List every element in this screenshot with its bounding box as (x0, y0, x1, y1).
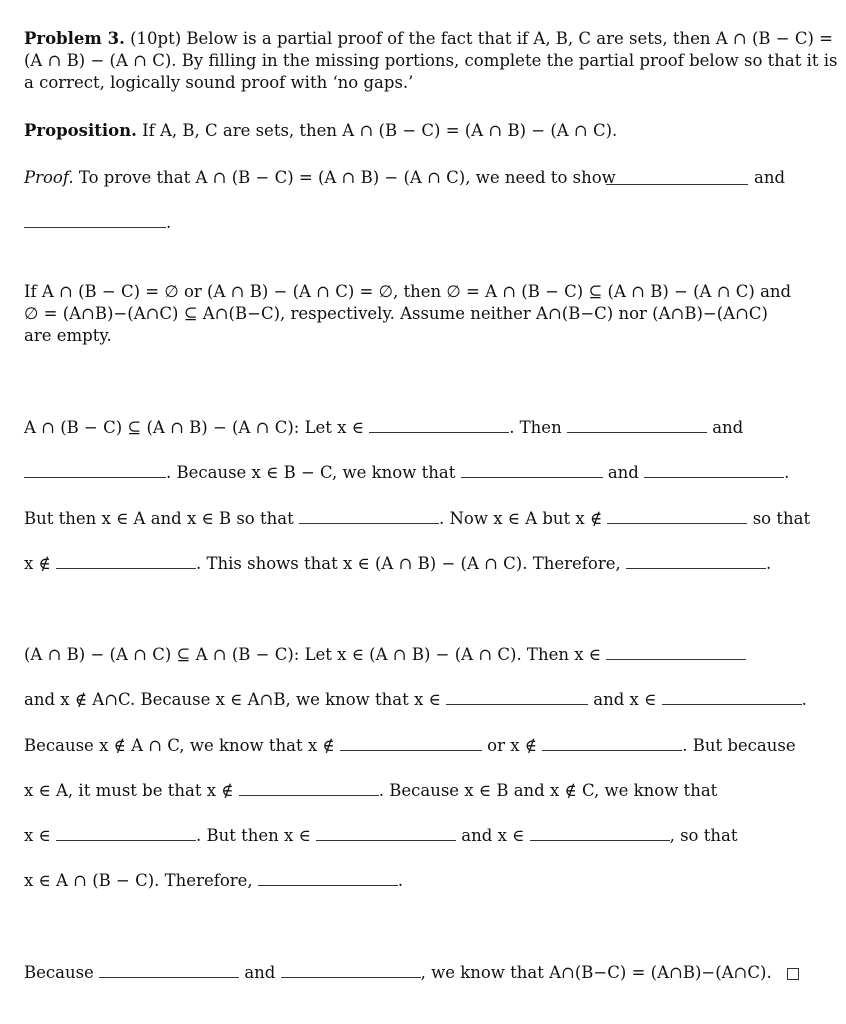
part2-text: . Because x ∈ B and x ∉ C, we know that (378, 781, 718, 800)
blank-input[interactable] (567, 418, 707, 433)
conclusion-text: Because (24, 963, 94, 982)
problem-statement (24, 28, 838, 94)
part2-row-6 (24, 870, 403, 892)
part2-text: Because x ∉ A ∩ C, we know that x ∉ (24, 736, 335, 755)
proof-intro-line-2 (24, 212, 171, 234)
part2-text: (A ∩ B) − (A ∩ C) ⊆ A ∩ (B − C): Let x ∈ (A ∩ B) − (A ∩ C). Then x ∈ (24, 645, 601, 664)
part1-row-1 (24, 417, 743, 439)
part2-row-3 (24, 735, 796, 757)
part2-text: . (801, 690, 807, 709)
part2-text: . But then x ∈ (196, 826, 311, 845)
blank-input[interactable] (530, 826, 670, 841)
part1-text: x ∉ (24, 554, 51, 573)
empty-case-line-3: are empty. (24, 326, 112, 345)
qed-square-icon (787, 968, 799, 980)
part2-text: x ∈ A ∩ (B − C). Therefore, (24, 871, 253, 890)
part1-text: . Because x ∈ B − C, we know that (166, 463, 456, 482)
part1-row-2 (24, 462, 789, 484)
proof-intro (24, 167, 616, 189)
part2-text: and x ∈ (461, 826, 525, 845)
blank-input[interactable] (606, 645, 746, 660)
blank-input[interactable] (662, 690, 802, 705)
part2-text: or x ∉ (487, 736, 537, 755)
blank-input[interactable] (24, 463, 166, 478)
proof-intro-text: To prove that A ∩ (B − C) = (A ∩ B) − (A ∩ C), we need to show (78, 168, 616, 187)
blank-input[interactable] (239, 781, 379, 796)
blank-input[interactable] (258, 871, 398, 886)
part1-text: . (784, 463, 790, 482)
conclusion (24, 962, 799, 984)
blank-input[interactable] (299, 509, 439, 524)
proposition-label: Proposition. (24, 121, 137, 140)
part1-text: A ∩ (B − C) ⊆ (A ∩ B) − (A ∩ C): Let x ∈ (24, 418, 364, 437)
problem-heading: Problem 3. (24, 29, 125, 48)
part2-text: , so that (669, 826, 738, 845)
blank-input[interactable] (56, 554, 196, 569)
problem-text-2: (A ∩ B) − (A ∩ C). By filling in the missing portions, complete the partial proof below so that it is (24, 51, 838, 70)
part2-text: x ∈ (24, 826, 51, 845)
part1-text: . This shows that x ∈ (A ∩ B) − (A ∩ C). Therefore, (196, 554, 621, 573)
blank-input[interactable] (542, 736, 682, 751)
part2-text: and x ∈ (593, 690, 657, 709)
part2-text: . But because (682, 736, 796, 755)
part1-row-4 (24, 553, 771, 575)
blank-input[interactable] (626, 554, 766, 569)
proof-and: and (754, 168, 786, 187)
blank-input[interactable] (461, 463, 603, 478)
part2-row-2 (24, 689, 807, 711)
proof-label: Proof. (24, 168, 74, 187)
proposition-text: If A, B, C are sets, then A ∩ (B − C) = (A ∩ B) − (A ∩ C). (142, 121, 618, 140)
blank-input[interactable] (340, 736, 482, 751)
empty-case-line-1: If A ∩ (B − C) = ∅ or (A ∩ B) − (A ∩ C) = ∅, then ∅ = A ∩ (B − C) ⊆ (A ∩ B) − (A ∩ C) and (24, 282, 792, 301)
blank-input[interactable] (446, 690, 588, 705)
part2-row-4 (24, 780, 717, 802)
part1-text: . (765, 554, 772, 573)
part1-text: and (607, 463, 639, 482)
proposition (24, 120, 617, 142)
empty-case-line-2: ∅ = (A∩B)−(A∩C) ⊆ A∩(B−C), respectively. Assume neither A∩(B−C) nor (A∩B)−(A∩C) (24, 304, 768, 323)
blank-input[interactable] (369, 418, 509, 433)
part2-text: and x ∉ A∩C. Because x ∈ A∩B, we know that x ∈ (24, 690, 441, 709)
part2-row-1 (24, 644, 746, 666)
conclusion-text: , we know that A∩(B−C) = (A∩B)−(A∩C). (420, 963, 772, 982)
part1-row-3 (24, 508, 810, 530)
blank-input[interactable] (606, 170, 748, 185)
part1-text: . Now x ∈ A but x ∉ (438, 509, 603, 528)
problem-text-3: a correct, logically sound proof with ‘no gaps.’ (24, 73, 414, 92)
blank-input[interactable] (281, 963, 421, 978)
part1-text: so that (752, 509, 811, 528)
blank-input[interactable] (316, 826, 456, 841)
part1-text: But then x ∈ A and x ∈ B so that (24, 509, 294, 528)
problem-line-1 (24, 28, 833, 50)
part2-row-5 (24, 825, 737, 847)
part1-text: and (712, 418, 744, 437)
problem-text-1: Below is a partial proof of the fact that if A, B, C are sets, then A ∩ (B − C) = (186, 29, 833, 48)
blank-input[interactable] (99, 963, 239, 978)
part2-text: x ∈ A, it must be that x ∉ (24, 781, 234, 800)
part1-text: . Then (509, 418, 562, 437)
problem-points: (10pt) (130, 29, 182, 48)
blank-input[interactable] (24, 213, 166, 228)
blank-input[interactable] (56, 826, 196, 841)
blank-input[interactable] (607, 509, 747, 524)
part2-text: . (397, 871, 404, 890)
blank-input[interactable] (644, 463, 784, 478)
empty-case (24, 281, 814, 347)
conclusion-text: and (244, 963, 276, 982)
proof-period: . (166, 213, 172, 232)
